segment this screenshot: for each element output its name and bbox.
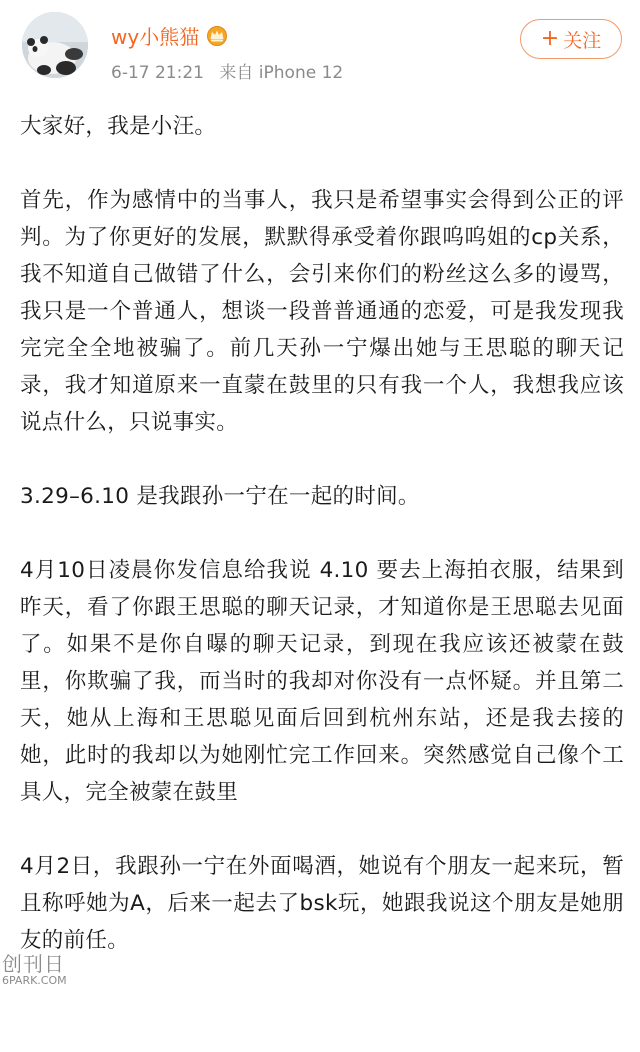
watermark-line-1: 创刊日 xyxy=(2,952,65,976)
avatar[interactable] xyxy=(22,12,88,78)
username-row xyxy=(111,20,229,50)
follow-button[interactable] xyxy=(520,19,622,59)
post-paragraph: 3.29–6.10 是我跟孙一宁在一起的时间。 xyxy=(20,484,420,509)
watermark-line-2: 6PARK.COM xyxy=(2,974,67,987)
post-paragraph: 大家好，我是小汪。 xyxy=(20,114,217,139)
post-paragraph: 4月2日，我跟孙一宁在外面喝酒，她说有个朋友一起来玩，暂且称呼她为A，后来一起去了bsk玩，她跟我说这个朋友是她朋友的前任。 xyxy=(20,854,624,953)
panda-avatar-icon xyxy=(22,12,88,78)
post-paragraph: 首先，作为感情中的当事人，我只是希望事实会得到公正的评判。为了你更好的发展，默默得承受着你跟呜呜姐的cp关系，我不知道自己做错了什么，会引来你们的粉丝这么多的谩骂，我只是一个普通人，想谈一段普普通通的恋爱，可是我发现我完完全全地被骗了。前几天孙一宁爆出她与王思聪的聊天记录，我才知道原来一直蒙在鼓里的只有我一个人，我想我应该说点什么，只说事实。 xyxy=(20,188,624,435)
post-timestamp: 6-17 21:21 xyxy=(111,63,204,83)
post-header xyxy=(0,0,640,100)
post-meta xyxy=(111,58,353,83)
post-body xyxy=(20,108,624,959)
post-paragraph: 4月10日凌晨你发信息给我说 4.10 要去上海拍衣服，结果到昨天，看了你跟王思聪的聊天记录，才知道你是王思聪去见面了。如果不是你自曝的聊天记录，到现在我应该还被蒙在鼓里，你欺骗了我，而当时的我却对你没有一点怀疑。并且第二天，她从上海和王思聪见面后回到杭州东站，还是我去接的她，此时的我却以为她刚忙完工作回来。突然感觉自己像个工具人，完全被蒙在鼓里 xyxy=(20,558,624,805)
plus-icon: + xyxy=(540,26,560,51)
username[interactable]: wy小熊猫 xyxy=(111,24,200,49)
post-source: 来自 iPhone 12 xyxy=(219,63,344,83)
crown-vip-icon xyxy=(205,24,229,46)
follow-label: 关注 xyxy=(563,29,602,52)
